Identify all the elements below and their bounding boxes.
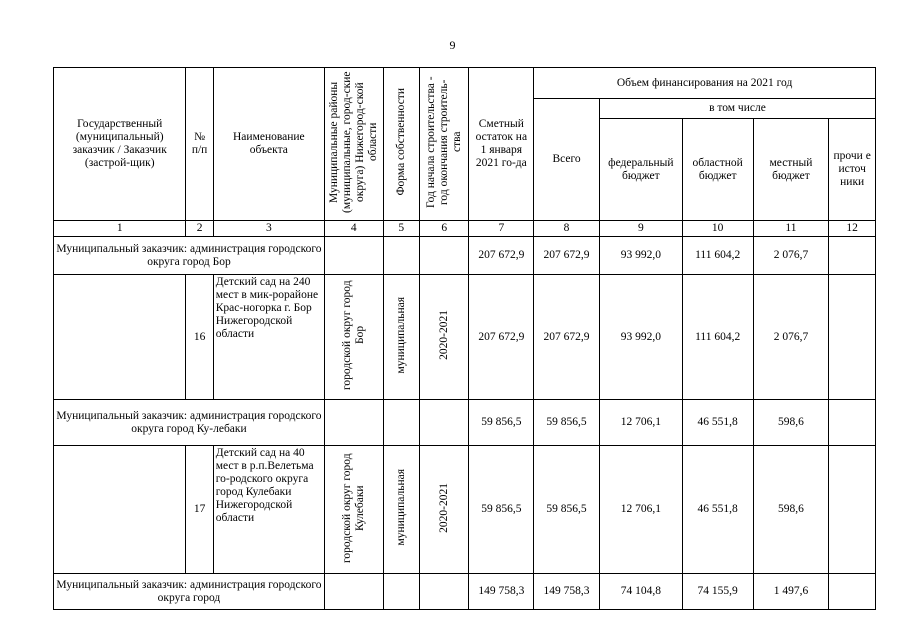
col-number: 10 bbox=[682, 221, 753, 237]
col-number: 6 bbox=[419, 221, 469, 237]
remainder-value: 59 856,5 bbox=[469, 446, 534, 574]
header-local: местный бюджет bbox=[753, 119, 829, 221]
regional-value: 111 604,2 bbox=[682, 275, 753, 400]
object-years bbox=[419, 446, 469, 574]
regional-value: 74 155,9 bbox=[682, 574, 753, 610]
regional-value: 46 551,8 bbox=[682, 446, 753, 574]
total-value: 59 856,5 bbox=[534, 400, 600, 446]
header-district bbox=[324, 68, 383, 221]
regional-value: 111 604,2 bbox=[682, 237, 753, 275]
header-ownership-text: Форма собственности bbox=[394, 88, 407, 196]
customer-row bbox=[54, 574, 876, 610]
object-district bbox=[324, 275, 383, 400]
federal-value: 93 992,0 bbox=[599, 275, 682, 400]
object-district-text: городской округ город Кулебаки bbox=[340, 452, 366, 563]
header-other: прочи е источ ники bbox=[829, 119, 876, 221]
remainder-value: 207 672,9 bbox=[469, 237, 534, 275]
local-value: 2 076,7 bbox=[753, 237, 829, 275]
total-value: 207 672,9 bbox=[534, 237, 600, 275]
local-value: 2 076,7 bbox=[753, 275, 829, 400]
object-ownership-text: муниципальная bbox=[394, 469, 407, 546]
header-object-name: Наименование объекта bbox=[213, 68, 324, 221]
customer-name: Муниципальный заказчик: администрация городского округа город bbox=[54, 574, 325, 610]
header-funding: Объем финансирования на 2021 год bbox=[534, 68, 876, 99]
page-number: 9 bbox=[449, 38, 456, 52]
federal-value: 74 104,8 bbox=[599, 574, 682, 610]
remainder-value: 149 758,3 bbox=[469, 574, 534, 610]
remainder-value: 59 856,5 bbox=[469, 400, 534, 446]
total-value: 149 758,3 bbox=[534, 574, 600, 610]
header-including: в том числе bbox=[599, 99, 875, 119]
header-regional: областной бюджет bbox=[682, 119, 753, 221]
local-value: 1 497,6 bbox=[753, 574, 829, 610]
object-ownership bbox=[383, 446, 419, 574]
object-years bbox=[419, 275, 469, 400]
financing-table bbox=[53, 67, 876, 610]
object-district bbox=[324, 446, 383, 574]
header-years-text: Год начала строительства - год окончания строитель-ства bbox=[424, 76, 463, 208]
object-years-text: 2020-2021 bbox=[437, 482, 450, 533]
federal-value: 12 706,1 bbox=[599, 446, 682, 574]
customer-row bbox=[54, 400, 876, 446]
total-value: 207 672,9 bbox=[534, 275, 600, 400]
total-value: 59 856,5 bbox=[534, 446, 600, 574]
object-number: 16 bbox=[186, 275, 213, 400]
header-ownership bbox=[383, 68, 419, 221]
col-number: 8 bbox=[534, 221, 600, 237]
customer-name: Муниципальный заказчик: администрация городского округа город Ку-лебаки bbox=[54, 400, 325, 446]
object-district-text: городской округ город Бор bbox=[340, 280, 366, 390]
object-years-text: 2020-2021 bbox=[437, 310, 450, 360]
header-remainder: Сметный остаток на 1 января 2021 го-да bbox=[469, 68, 534, 221]
col-number: 3 bbox=[213, 221, 324, 237]
col-number: 11 bbox=[753, 221, 829, 237]
object-number: 17 bbox=[186, 446, 213, 574]
object-ownership-text: муниципальная bbox=[394, 296, 407, 374]
header-years bbox=[419, 68, 469, 221]
header-federal: федеральный бюджет bbox=[599, 119, 682, 221]
object-ownership bbox=[383, 275, 419, 400]
customer-name: Муниципальный заказчик: администрация городского округа город Бор bbox=[54, 237, 325, 275]
col-number: 7 bbox=[469, 221, 534, 237]
col-number: 12 bbox=[829, 221, 876, 237]
column-numbers-row bbox=[54, 221, 876, 237]
col-number: 2 bbox=[186, 221, 213, 237]
federal-value: 93 992,0 bbox=[599, 237, 682, 275]
local-value: 598,6 bbox=[753, 446, 829, 574]
object-name: Детский сад на 240 мест в мик-рорайоне Крас-ногорка г. Бор Нижегородской области bbox=[213, 275, 324, 400]
col-number: 1 bbox=[54, 221, 186, 237]
header-customer: Государственный (муниципальный) заказчик / Заказчик (застрой-щик) bbox=[54, 68, 186, 221]
object-row bbox=[54, 446, 876, 574]
regional-value: 46 551,8 bbox=[682, 400, 753, 446]
object-name: Детский сад на 40 мест в р.п.Велетьма го-родского округа город Кулебаки Нижегородской области bbox=[213, 446, 324, 574]
customer-row bbox=[54, 237, 876, 275]
remainder-value: 207 672,9 bbox=[469, 275, 534, 400]
header-total: Всего bbox=[534, 99, 600, 221]
object-row bbox=[54, 275, 876, 400]
header-district-text: Муниципальные районы (муниципальные, город-ские округа) Нижегород-ской области bbox=[327, 71, 379, 213]
federal-value: 12 706,1 bbox=[599, 400, 682, 446]
header-number: № п/п bbox=[186, 68, 213, 221]
local-value: 598,6 bbox=[753, 400, 829, 446]
col-number: 9 bbox=[599, 221, 682, 237]
col-number: 4 bbox=[324, 221, 383, 237]
col-number: 5 bbox=[383, 221, 419, 237]
